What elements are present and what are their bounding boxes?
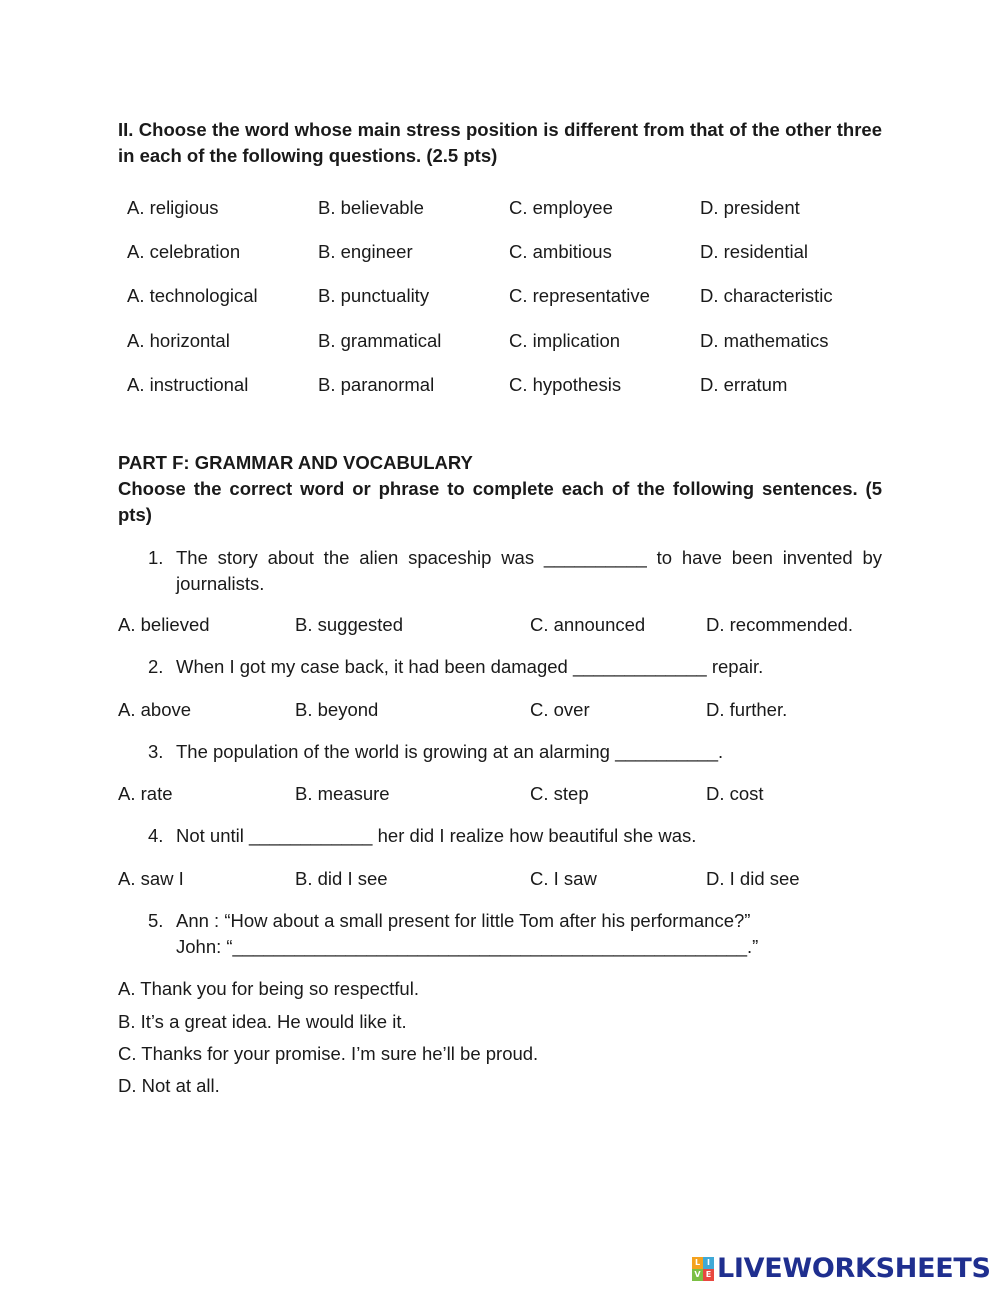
question-dialogue-line-2: John: “__________________________________________________.” bbox=[176, 936, 759, 957]
stress-option-d[interactable]: D. mathematics bbox=[700, 330, 829, 351]
answer-option-c[interactable]: C. step bbox=[530, 783, 589, 804]
logo-badge-icon bbox=[692, 1257, 714, 1281]
stress-option-b[interactable]: B. paranormal bbox=[318, 374, 435, 395]
answer-option-a[interactable]: A. Thank you for being so respectful. bbox=[118, 978, 419, 999]
stress-option-c[interactable]: C. hypothesis bbox=[509, 374, 622, 395]
stress-question-row bbox=[0, 372, 1000, 398]
answer-options-row bbox=[0, 697, 1000, 723]
part-f-heading: PART F: GRAMMAR AND VOCABULARY bbox=[118, 452, 473, 473]
question-text: Not until ____________ her did I realize how beautiful she was. bbox=[176, 825, 697, 846]
answer-option-c[interactable]: C. I saw bbox=[530, 868, 597, 889]
stress-option-c[interactable]: C. employee bbox=[509, 197, 613, 218]
question-3 bbox=[148, 739, 882, 765]
logo-badge-tile: L bbox=[692, 1257, 703, 1269]
answer-option-a[interactable]: A. believed bbox=[118, 614, 210, 635]
answer-option-d[interactable]: D. cost bbox=[706, 783, 764, 804]
answer-option-d[interactable]: D. Not at all. bbox=[118, 1075, 220, 1096]
answer-option-c[interactable]: C. Thanks for your promise. I’m sure he’ll be proud. bbox=[118, 1043, 539, 1064]
question-number: 5. bbox=[148, 910, 164, 931]
answer-option-c[interactable]: C. over bbox=[530, 699, 590, 720]
liveworksheets-logo bbox=[692, 1252, 991, 1286]
answer-option-a[interactable]: A. above bbox=[118, 699, 192, 720]
answer-option-d[interactable]: D. I did see bbox=[706, 868, 800, 889]
answer-options-row bbox=[0, 781, 1000, 807]
question-2 bbox=[148, 654, 882, 680]
logo-badge-tile: E bbox=[703, 1269, 714, 1281]
stress-question-row bbox=[0, 328, 1000, 354]
question-text: The story about the alien spaceship was __________ to have been invented by journalists. bbox=[176, 547, 882, 594]
logo-badge-tile: V bbox=[692, 1269, 703, 1281]
answer-option-a[interactable]: A. saw I bbox=[118, 868, 184, 889]
answer-option-b[interactable]: B. beyond bbox=[295, 699, 379, 720]
question-5 bbox=[148, 908, 882, 960]
section-2-heading: II. Choose the word whose main stress position is different from that of the other three in each of the following questions. (2.5 pts) bbox=[118, 119, 882, 166]
logo-badge-tile: I bbox=[703, 1257, 714, 1269]
answer-option-b[interactable]: B. did I see bbox=[295, 868, 388, 889]
stress-option-a[interactable]: A. horizontal bbox=[127, 330, 230, 351]
answer-option-b[interactable]: B. It’s a great idea. He would like it. bbox=[118, 1011, 407, 1032]
stress-option-d[interactable]: D. characteristic bbox=[700, 285, 833, 306]
question-number: 3. bbox=[148, 741, 164, 762]
answer-option-b[interactable]: B. measure bbox=[295, 783, 390, 804]
question-1 bbox=[148, 545, 882, 597]
question-number: 1. bbox=[148, 547, 164, 568]
stress-option-b[interactable]: B. believable bbox=[318, 197, 424, 218]
answer-option-b[interactable]: B. suggested bbox=[295, 614, 403, 635]
stress-option-c[interactable]: C. implication bbox=[509, 330, 621, 351]
question-number: 2. bbox=[148, 656, 164, 677]
part-f-instruction: Choose the correct word or phrase to complete each of the following sentences. (5 pts) bbox=[118, 478, 882, 525]
stress-option-a[interactable]: A. religious bbox=[127, 197, 219, 218]
stress-option-a[interactable]: A. celebration bbox=[127, 241, 241, 262]
stress-option-d[interactable]: D. president bbox=[700, 197, 800, 218]
answer-option-c[interactable]: C. announced bbox=[530, 614, 646, 635]
question-dialogue-line-1: Ann : “How about a small present for little Tom after his performance?” bbox=[176, 910, 751, 931]
answer-option-a[interactable]: A. rate bbox=[118, 783, 173, 804]
answer-option-d[interactable]: D. further. bbox=[706, 699, 788, 720]
stress-option-c[interactable]: C. ambitious bbox=[509, 241, 612, 262]
question-number: 4. bbox=[148, 825, 164, 846]
stress-question-row bbox=[0, 195, 1000, 221]
answer-option-d[interactable]: D. recommended. bbox=[706, 614, 854, 635]
stress-option-a[interactable]: A. technological bbox=[127, 285, 258, 306]
stress-option-b[interactable]: B. punctuality bbox=[318, 285, 430, 306]
stress-option-a[interactable]: A. instructional bbox=[127, 374, 249, 395]
stress-question-row bbox=[0, 283, 1000, 309]
question-4 bbox=[148, 823, 882, 849]
answer-options-row bbox=[0, 612, 1000, 638]
stress-question-row bbox=[0, 239, 1000, 265]
question-text: When I got my case back, it had been damaged _____________ repair. bbox=[176, 656, 764, 677]
logo-wordmark: LIVEWORKSHEETS bbox=[717, 1253, 991, 1284]
stress-option-c[interactable]: C. representative bbox=[509, 285, 650, 306]
stress-option-b[interactable]: B. grammatical bbox=[318, 330, 442, 351]
question-text: The population of the world is growing at an alarming __________. bbox=[176, 741, 724, 762]
stress-option-b[interactable]: B. engineer bbox=[318, 241, 413, 262]
answer-options-row bbox=[0, 866, 1000, 892]
stress-option-d[interactable]: D. erratum bbox=[700, 374, 788, 395]
stress-option-d[interactable]: D. residential bbox=[700, 241, 808, 262]
